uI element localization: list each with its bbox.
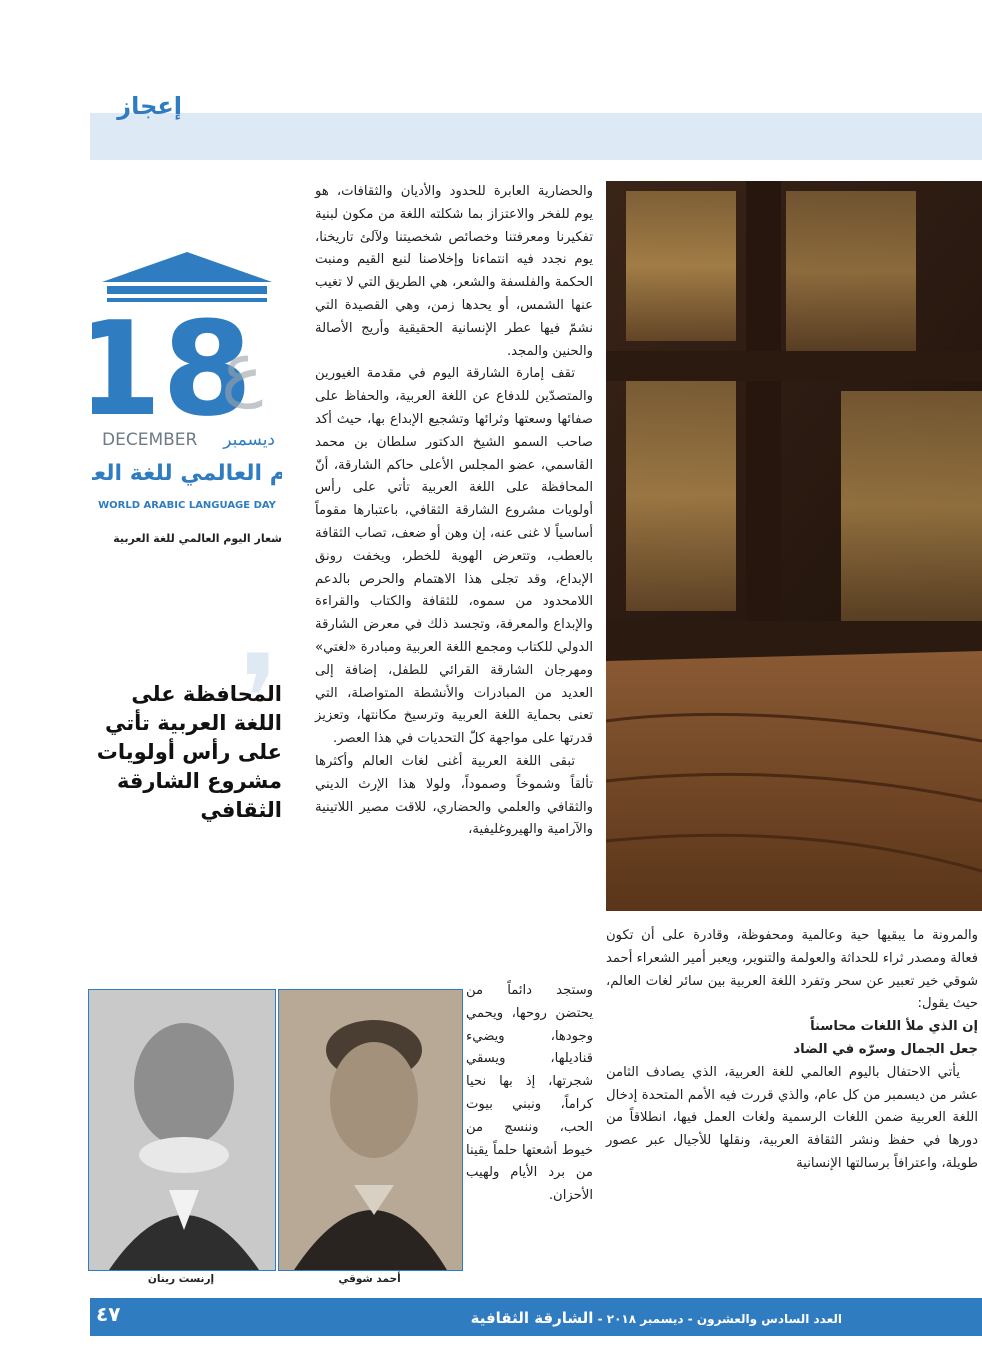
footer-issue bbox=[471, 1309, 842, 1327]
middle-paragraph-1: والحضارية العابرة للحدود والأديان والثقافات، هو يوم للفخر والاعتزاز بما شكلته اللغة من مكون لبنية تفكيرنا ومعرفتنا وخصائص شخصيتنا ولآلئ تاريخنا، يوم نجدد فيه انتماءنا وإخلاصنا لنبع القيم ومنبت الحكمة والفلسفة والشعر، هي الطريق التي لا تغيب عنها الشمس، أو يحدها زمن، وهي القصيدة التي نشمّ فيها عطر الإنسانية الحقيقية وأريج الأصالة والحنين والمجد. bbox=[315, 184, 593, 359]
middle-narrow-column bbox=[466, 980, 593, 1208]
middle-paragraph-3: تبقى اللغة العربية أغنى لغات العالم وأكثرها تألقاً وشموخاً وصموداً، ولولا هذا الإرث الديني والثقافي والعلمي والحضاري، للاقت مصير اللاتينية والآرامية والهيروغليفية، bbox=[315, 753, 593, 838]
middle-narrow-paragraph: وستجد دائماً من يحتضن روحها، ويحمي وجودها، ويضيء قناديلها، ويسقي شجرتها، إذ بها نحيا كراماً، ونبني بيوت الحب، وننسج من خيوط أشعتها حلماً يقينا من برد الأيام ولهيب الأحزان. bbox=[466, 983, 593, 1204]
bookshelf-photo bbox=[606, 181, 982, 911]
logo-title-en: WORLD ARABIC LANGUAGE DAY bbox=[98, 500, 276, 511]
quote-mark-icon: ❜ bbox=[240, 630, 279, 769]
logo-month-ar: ديسمبر bbox=[223, 430, 275, 450]
footer-issue-text: العدد السادس والعشرون - ديسمبر ٢٠١٨ - bbox=[597, 1312, 842, 1326]
pull-quote: المحافظة على اللغة العربية تأتي على رأس أولويات مشروع الشارقة الثقافي bbox=[96, 682, 282, 822]
logo-day-number: 18 bbox=[92, 293, 253, 445]
poem-line-1: إن الذي ملأ اللغات محاسناً bbox=[810, 1019, 978, 1035]
header-band bbox=[90, 113, 982, 160]
logo-title-ar: م العالمي للغة الع bbox=[93, 461, 282, 486]
right-column bbox=[606, 925, 978, 1176]
poem-line-2: جعل الجمال وسرّه في الضاد bbox=[793, 1041, 978, 1057]
svg-text:ع: ع bbox=[221, 327, 263, 409]
logo-month-en: DECEMBER bbox=[102, 430, 198, 450]
page-number: ٤٧ bbox=[96, 1302, 121, 1326]
section-title: إعجاز bbox=[117, 92, 182, 120]
logo-caption: شعار اليوم العالمي للغة العربية bbox=[113, 532, 282, 545]
middle-paragraph-2: تقف إمارة الشارقة اليوم في مقدمة الغيورين والمتصدّين للدفاع عن اللغة العربية، والحفاظ على صفائها وسعتها وثرائها وتشجيع الإبداع بها، حيث أكد صاحب السمو الشيخ الدكتور سلطان بن محمد القاسمي، عضو المجلس الأعلى حاكم الشارقة، أنّ المحافظة على اللغة العربية تأتي على رأس أولويات مشروع الشارقة الثقافي، باعتبارها مقوماً أساسياً لا غنى عنه، إن وهن أو ضعف، تصاب الثقافة بالعطب، وتتعرض الهوية للخطر، ويخفت رونق الإبداع، وقد تجلى هذا الاهتمام والحرص بالدعم اللامحدود من سموه، للثقافة والكتاب والقراءة والإبداع والمعرفة، وتجسد ذلك في معرض الشارقة الدولي للكتاب ومجمع اللغة العربية ومبادرة «لغتي» ومهرجان الشارقة القرائي للطفل، إضافة إلى العديد من المبادرات والأنشطة المتواصلة، التي تعنى بحماية اللغة العربية وترسيخ مكانتها، وتعزيز قدرتها على مواجهة كلّ التحديات في هذا العصر. bbox=[315, 366, 593, 747]
middle-column bbox=[315, 181, 593, 842]
footer-magazine: الشارقة الثقافية bbox=[470, 1309, 594, 1327]
portrait-ernest-renan bbox=[88, 989, 276, 1271]
arabic-language-day-logo bbox=[92, 242, 282, 532]
right-paragraph-1: والمرونة ما يبقيها حية وعالمية ومحفوظة، وقادرة على أن تكون فعالة ومصدر ثراء للحداثة والعولمة والتنوير، ويعبر أمير الشعراء أحمد شوقي خير تعبير عن سحر وتفرد اللغة العربية بين سائر لغات العالم، حيث يقول: bbox=[606, 928, 978, 1012]
right-paragraph-2: يأتي الاحتفال باليوم العالمي للغة العربية، الذي يصادف الثامن عشر من ديسمبر من كل عام، والذي قررت فيه الأمم المتحدة إدخال اللغة العربية ضمن اللغات الرسمية ولغات العمل فيها، انطلاقاً من دورها في حفظ ونشر الثقافة العربية، ونقلها للأجيال عبر عصور طويلة، واعترافاً برسالتها الإنسانية bbox=[606, 1064, 978, 1171]
portrait-caption-renan: إرنست رينان bbox=[147, 1273, 215, 1285]
portrait-ahmed-shawqi bbox=[278, 989, 463, 1271]
portrait-caption-shawqi: أحمد شوقي bbox=[338, 1273, 401, 1285]
